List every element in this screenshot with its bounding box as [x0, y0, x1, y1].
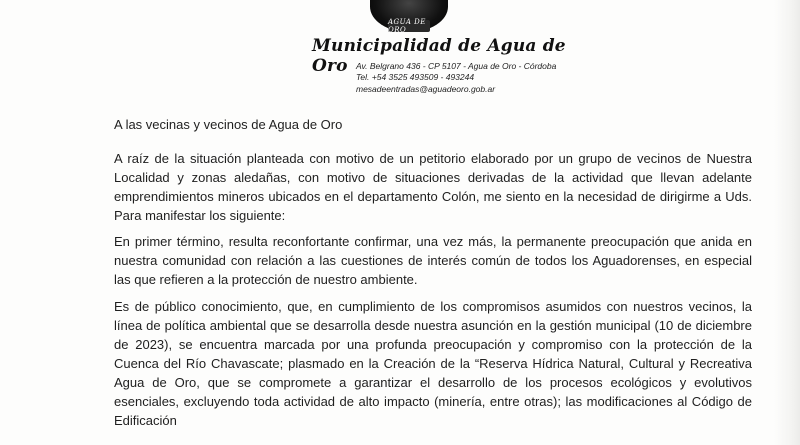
email-line: mesadeentradas@aguadeoro.gob.ar	[356, 84, 496, 94]
phone-line: Tel. +54 3525 493509 - 493244	[356, 72, 475, 82]
municipality-name: Municipalidad de Agua de Oro	[312, 36, 566, 76]
seal-banner-text: AGUA DE ORO	[388, 18, 426, 34]
letter-paragraph-3: Es de público conocimiento, que, en cumplimiento de los compromisos asumidos con nuestros vecinos, la línea de política ambiental que se desarrolla desde nuestra asunción en la gestión municipal (10 de diciembre de 2023), se encuentra marcada por una profunda preocupación y compromiso con la protección de la Cuenca del Río Chavascate; plasmado en la Creación de la “Reserva Hídrica Natural, Cultural y Recreativa Agua de Oro, que se compromete a garantizar el desarrollo de los procesos ecológicos y evolutivos esenciales, excluyendo toda actividad de alto impacto (minería, entre otras); las modificaciones al Código de Edificación	[114, 299, 752, 428]
seal-banner	[388, 20, 430, 32]
letter-greeting: A las vecinas y vecinos de Agua de Oro	[114, 117, 343, 132]
page-edge-shadow	[774, 0, 800, 445]
letter-paragraph-2: En primer término, resulta reconfortante confirmar, una vez más, la permanente preocupación que anida en nuestra comunidad con relación a las cuestiones de interés común de todos los Aguadorenses, en especial las que refieren a la protección de nuestro ambiente.	[114, 234, 752, 287]
letter-paragraph-1: A raíz de la situación planteada con motivo de un petitorio elaborado por un grupo de vecinos de Nuestra Localidad y zonas aledañas, con motivo de situaciones derivadas de la actividad que llevan adelante emprendimientos mineros ubicados en el departamento Colón, me siento en la necesidad de dirigirme a Uds. Para manifestar los siguiente:	[114, 151, 752, 223]
address-line: Av. Belgrano 436 - CP 5107 - Agua de Oro - Córdoba	[356, 61, 557, 71]
